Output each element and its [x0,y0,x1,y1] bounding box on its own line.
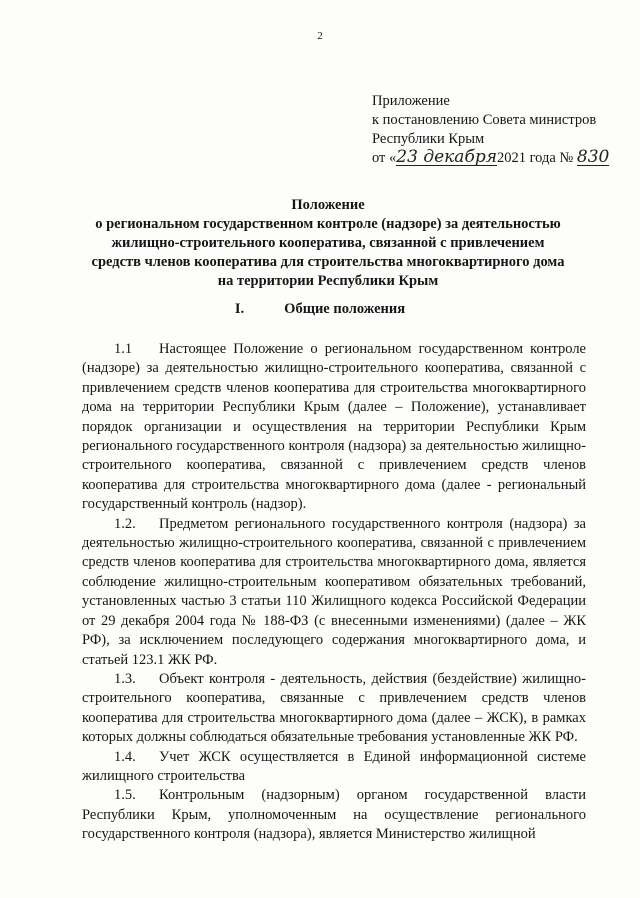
annex-line-2: к постановлению Совета министров [372,112,597,128]
handwritten-date: 23 декабря [396,147,497,167]
annex-line-3: Республики Крым [372,131,485,147]
paragraph [82,748,586,787]
paragraph-number: 1.2. [114,515,136,532]
handwritten-number: 830 [576,147,610,167]
date-year-number-label: 2021 года № [496,150,574,166]
paragraph-text: Предметом регионального государственного контроля (надзора) за деятельностью жилищно-строительного кооператива, связанной с привлечением средств членов кооператива для строительства многоквартирного дома, является соблюдение жилищно-строительным кооперативом обязательных требований, установленных частью 3 статьи 110 Жилищного кодекса Российской Федерации от 29 декабря 2004 года № 188-ФЗ (с внесенными изменениями) (далее – ЖК РФ), за исключением последующего содержания многоквартирного дома, и статьей 123.1 ЖК РФ. [82,515,586,668]
title-line-1: Положение [291,197,365,213]
paragraph-number: 1.3. [114,670,136,687]
date-prefix: от « [372,150,397,166]
paragraph-number: 1.4. [114,748,136,765]
section-heading [0,301,640,318]
section-title: Общие положения [284,301,406,317]
document-title [60,196,596,291]
paragraph [82,786,586,844]
title-line-5: на территории Республики Крым [217,273,439,289]
paragraph-number: 1.1 [114,341,133,357]
annex-line-1: Приложение [372,93,450,109]
title-line-3: жилищно-строительного кооператива, связанной с привлечением [111,235,545,251]
annex-block [372,92,622,168]
paragraph [82,340,586,515]
section-number: I. [234,301,245,317]
paragraph [82,515,586,670]
title-line-4: средств членов кооператива для строительства многоквартирного дома [91,254,565,270]
paragraph [82,670,586,748]
paragraph-text: Настоящее Положение о региональном государственном контроле (надзоре) за деятельностью жилищно-строительного кооператива, связанной с привлечением средств членов кооператива для строительства многоквартирного дома на территории Республики Крым (далее – Положение), устанавливает порядок организации и осуществления на территории Республики Крым регионального государственного контроля (надзора) за деятельностью жилищно-строительного кооператива, связанной с привлечением средств членов кооператива для строительства многоквартирного дома (далее - региональный государственный контроль (надзор). [82,341,586,513]
paragraph-text: Объект контроля - деятельность, действия (бездействие) жилищно-строительного кооператива, связанные с привлечением средств членов кооператива для строительства многоквартирного дома (далее – ЖСК), в рамках которых должны соблюдаться обязательные требования установленные ЖК РФ. [82,670,586,746]
title-line-2: о региональном государственном контроле (надзоре) за деятельностью [95,216,561,232]
paragraph-text: Учет ЖСК осуществляется в Единой информационной системе жилищного строительства [82,748,586,784]
paragraph-number: 1.5. [114,787,136,804]
document-body [82,340,586,845]
annex-date-line [372,149,622,168]
paragraph-text: Контрольным (надзорным) органом государственной власти Республики Крым, уполномоченным на осуществление регионального государственного контроля (надзора), является Министерство жилищной [82,787,586,843]
page-number: 2 [317,30,323,42]
